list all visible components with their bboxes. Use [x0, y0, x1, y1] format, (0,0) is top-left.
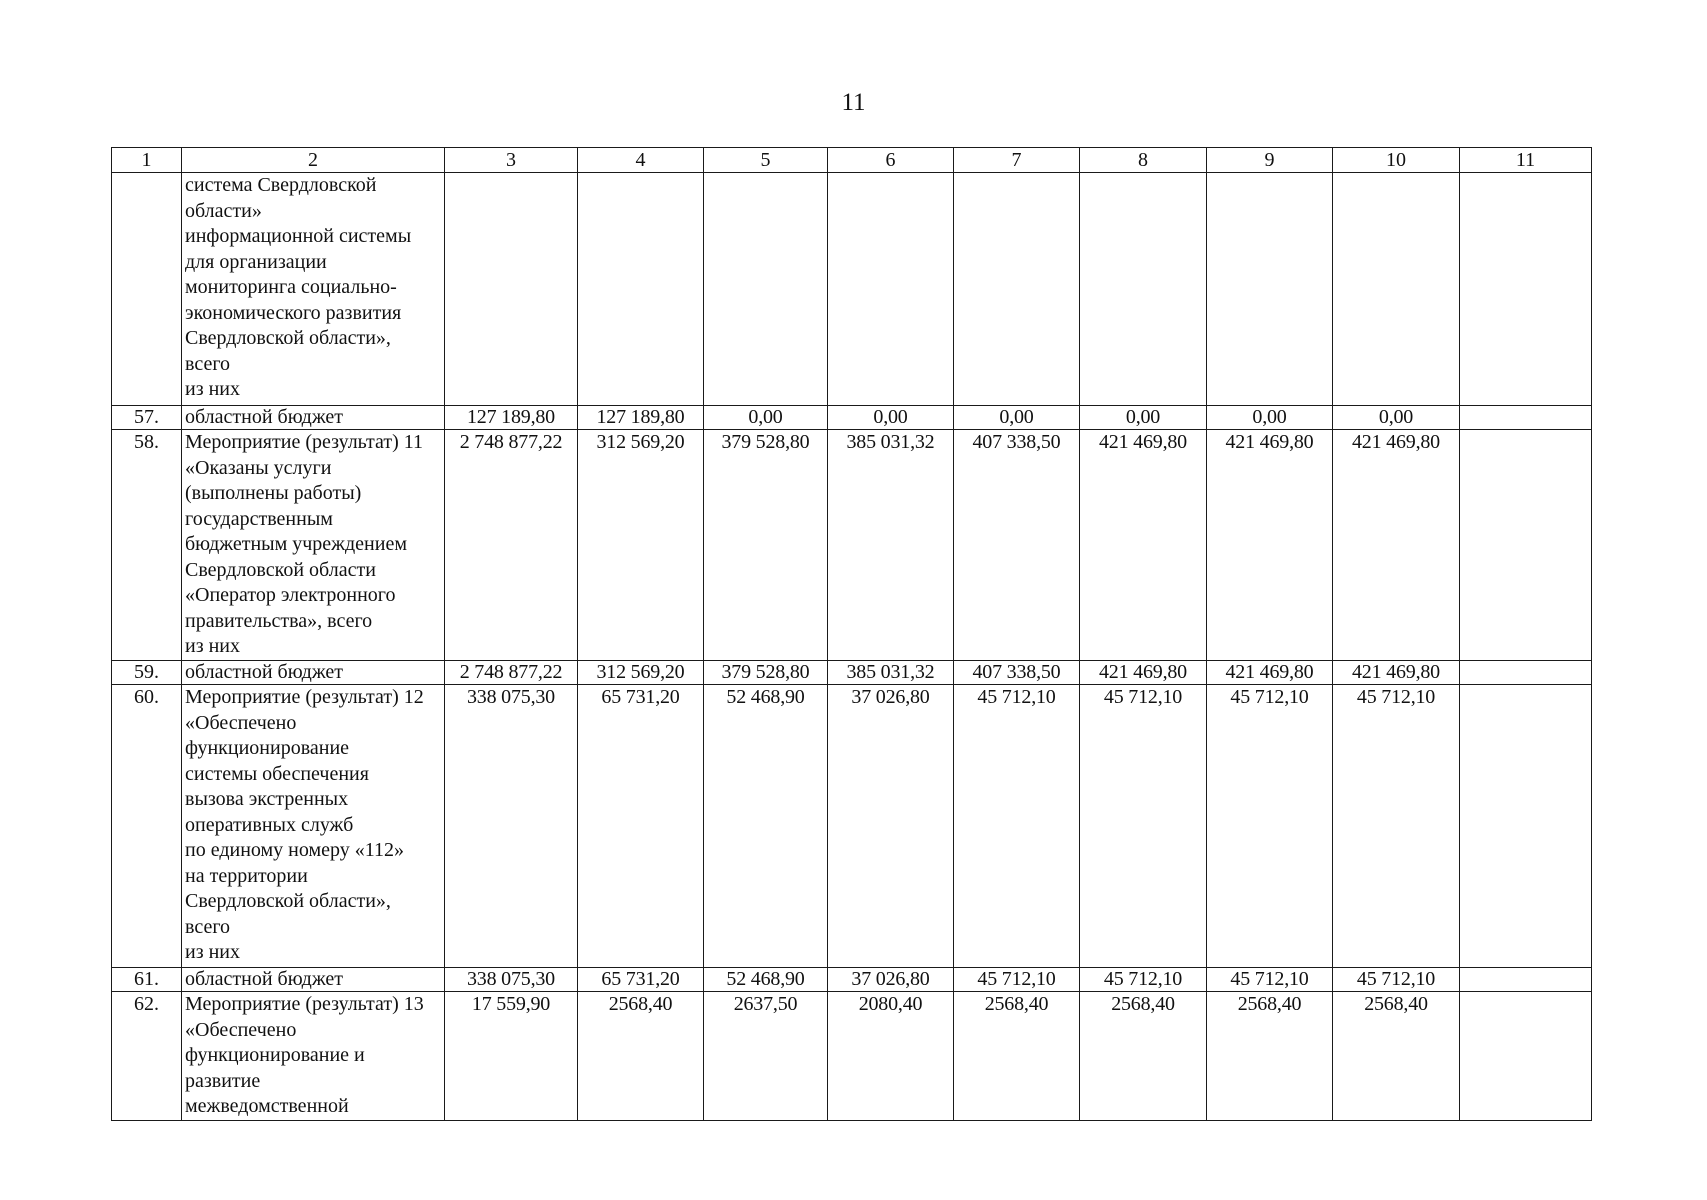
header-cell: 10: [1333, 148, 1460, 173]
value-cell: 0,00: [1080, 406, 1207, 430]
row-description: Мероприятие (результат) 12 «Обеспечено функционирование системы обеспечения вызова экстренных оперативных служб по единому номеру «112» на территории Свердловской области», всего из них: [182, 685, 445, 968]
value-cell: 2568,40: [1080, 992, 1207, 1121]
value-cell: 385 031,32: [828, 661, 954, 685]
row-number: 60.: [112, 685, 182, 968]
value-cell: 338 075,30: [445, 685, 578, 968]
value-cell: 45 712,10: [1080, 968, 1207, 992]
table-row: [112, 968, 1592, 992]
header-cell: 5: [704, 148, 828, 173]
value-cell: 0,00: [1207, 406, 1333, 430]
value-cell: 45 712,10: [1333, 968, 1460, 992]
value-cell: [1207, 173, 1333, 406]
value-cell: [1460, 685, 1592, 968]
value-cell: [1460, 968, 1592, 992]
value-cell: 2568,40: [578, 992, 704, 1121]
value-cell: 45 712,10: [954, 968, 1080, 992]
value-cell: 338 075,30: [445, 968, 578, 992]
value-cell: 37 026,80: [828, 685, 954, 968]
value-cell: 45 712,10: [1080, 685, 1207, 968]
row-number: 58.: [112, 430, 182, 661]
value-cell: 2637,50: [704, 992, 828, 1121]
row-number: 61.: [112, 968, 182, 992]
value-cell: [828, 173, 954, 406]
value-cell: [1460, 406, 1592, 430]
value-cell: 2 748 877,22: [445, 430, 578, 661]
value-cell: 385 031,32: [828, 430, 954, 661]
value-cell: 2568,40: [1207, 992, 1333, 1121]
table-row: [112, 685, 1592, 968]
header-cell: 9: [1207, 148, 1333, 173]
row-number: [112, 173, 182, 406]
value-cell: 0,00: [954, 406, 1080, 430]
value-cell: 312 569,20: [578, 661, 704, 685]
table-header-row: [112, 148, 1592, 173]
value-cell: 52 468,90: [704, 685, 828, 968]
value-cell: 45 712,10: [1207, 685, 1333, 968]
value-cell: 2080,40: [828, 992, 954, 1121]
value-cell: [1333, 173, 1460, 406]
value-cell: 127 189,80: [445, 406, 578, 430]
value-cell: 421 469,80: [1333, 661, 1460, 685]
header-cell: 7: [954, 148, 1080, 173]
table-row: [112, 173, 1592, 406]
row-number: 57.: [112, 406, 182, 430]
table-row: [112, 406, 1592, 430]
row-number: 59.: [112, 661, 182, 685]
header-cell: 1: [112, 148, 182, 173]
row-description: областной бюджет: [182, 968, 445, 992]
value-cell: [954, 173, 1080, 406]
value-cell: 421 469,80: [1333, 430, 1460, 661]
value-cell: [704, 173, 828, 406]
value-cell: 2568,40: [1333, 992, 1460, 1121]
value-cell: 379 528,80: [704, 661, 828, 685]
header-cell: 6: [828, 148, 954, 173]
value-cell: 2568,40: [954, 992, 1080, 1121]
value-cell: [578, 173, 704, 406]
value-cell: 127 189,80: [578, 406, 704, 430]
value-cell: 0,00: [1333, 406, 1460, 430]
value-cell: 52 468,90: [704, 968, 828, 992]
value-cell: 0,00: [704, 406, 828, 430]
header-cell: 2: [182, 148, 445, 173]
value-cell: 45 712,10: [1333, 685, 1460, 968]
value-cell: 37 026,80: [828, 968, 954, 992]
value-cell: [1460, 992, 1592, 1121]
value-cell: 65 731,20: [578, 968, 704, 992]
table-row: [112, 992, 1592, 1121]
value-cell: [445, 173, 578, 406]
header-cell: 3: [445, 148, 578, 173]
value-cell: 421 469,80: [1207, 430, 1333, 661]
value-cell: 379 528,80: [704, 430, 828, 661]
header-cell: 8: [1080, 148, 1207, 173]
value-cell: [1080, 173, 1207, 406]
budget-table: [111, 147, 1592, 1121]
table-row: [112, 430, 1592, 661]
value-cell: 407 338,50: [954, 430, 1080, 661]
row-description: Мероприятие (результат) 11 «Оказаны услуги (выполнены работы) государственным бюджетным учреждением Свердловской области «Оператор электронного правительства», всего из них: [182, 430, 445, 661]
value-cell: 45 712,10: [954, 685, 1080, 968]
value-cell: 65 731,20: [578, 685, 704, 968]
page-number: 11: [841, 89, 866, 116]
header-cell: 4: [578, 148, 704, 173]
value-cell: [1460, 661, 1592, 685]
value-cell: 17 559,90: [445, 992, 578, 1121]
value-cell: [1460, 173, 1592, 406]
value-cell: 0,00: [828, 406, 954, 430]
value-cell: 407 338,50: [954, 661, 1080, 685]
header-cell: 11: [1460, 148, 1592, 173]
value-cell: 421 469,80: [1207, 661, 1333, 685]
value-cell: 421 469,80: [1080, 430, 1207, 661]
value-cell: 2 748 877,22: [445, 661, 578, 685]
value-cell: 45 712,10: [1207, 968, 1333, 992]
table-row: [112, 661, 1592, 685]
value-cell: 421 469,80: [1080, 661, 1207, 685]
row-number: 62.: [112, 992, 182, 1121]
row-description: система Свердловской области» информационной системы для организации мониторинга социально- экономического развития Свердловской области», всего из них: [182, 173, 445, 406]
row-description: областной бюджет: [182, 661, 445, 685]
row-description: Мероприятие (результат) 13 «Обеспечено функционирование и развитие межведомственной: [182, 992, 445, 1121]
row-description: областной бюджет: [182, 406, 445, 430]
value-cell: [1460, 430, 1592, 661]
value-cell: 312 569,20: [578, 430, 704, 661]
